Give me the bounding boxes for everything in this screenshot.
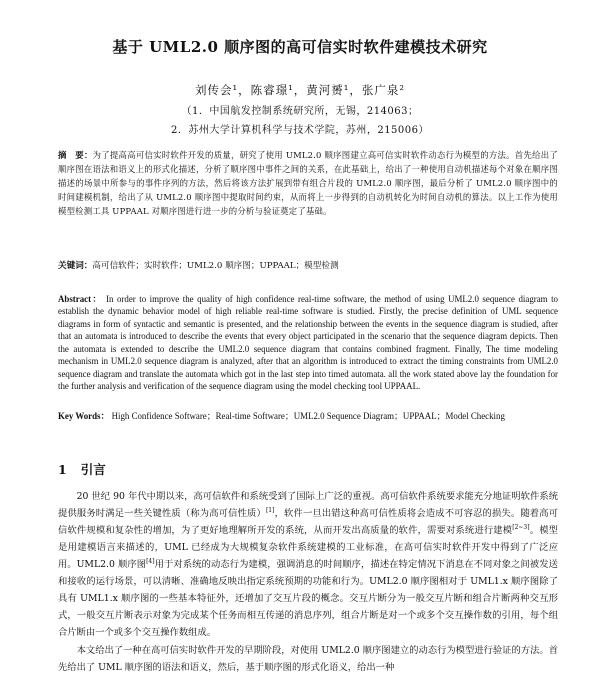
citation: [2~3] — [512, 523, 530, 531]
abstract-english — [58, 293, 558, 393]
paragraph-text: UML2.0 顺序图 — [76, 559, 147, 570]
abstract-cn-text: 为了提高高可信实时软件开发的质量，研究了使用 UML2.0 顺序图建立高可信实时软件动态行为模型的方法。首先给出了顺序图在语法和语义上的形式化描述，分析了顺序图中事件之间的关系，在此基础上，给出了一种使用自动机描述每个对象在顺序图描述的场景中所参与的事件序列的方法，然后将该方法扩展到带有组合片段的 UML2.0 顺序图，最后分析了 UML2.0 顺序图中的时间建模机制，给出了从 UML2.0 顺序图中提取时间约束，从而将上一步得到的自动机转化为时间自动机的算法。以上工作为使用模型检测工具 UPPAAL 对顺序图进行进一步的分析与验证奠定了基础。 — [58, 150, 558, 216]
author-list: 刘传会¹，陈睿璟¹，黄河赟¹，张广泉² — [195, 83, 405, 97]
body-paragraph-2 — [58, 556, 558, 641]
paragraph-text: 用于对系统的动态行为建模，强调消息的时间顺序，描述在特定情况下消息在不同对象之间被发送和接收的运行场景，可以清晰、准确地反映出指定系统预期的功能和行为。UML2.0 顺序图相对于 UML1.x 顺序图除了具有 UML1.x 顺序图的一些基本特征外，还增加了交互片段的概念。交互片断分为一般交互片断和组合片断两种交互形式，一般交互片断表示对象为完成某个任务而相互传递的消息序列，组合片断是对一个或多个交互操作数的引用，每个组合片断由一个或多个交互操作数组成。 — [58, 559, 558, 638]
affiliation-2: 2．苏州大学计算机科学与技术学院，苏州，215006） — [170, 125, 430, 136]
keywords-chinese — [58, 259, 558, 273]
abstract-cn-label: 摘 要： — [58, 150, 93, 160]
paragraph-text: ，软件一旦出错这种高可信性质将会造成不可容忍的损失。随着高可信软件规模和复杂性的增加，为了更好地理解所开发的系统，从而开发出高质量的软件，需要对系统进行建模 — [58, 508, 558, 536]
citation: [1] — [265, 506, 275, 514]
keywords-en-text: High Confidence Software；Real-time Software；UML2.0 Sequence Diagram；UPPAAL；Model Checking — [111, 411, 505, 421]
paragraph-text: 本文给出了一种在高可信实时软件开发的早期阶段，对使用 UML2.0 顺序图建立的动态行为模型进行验证的方法。首先给出了 UML 顺序图的语法和语义，然后，基于顺序图的形式化语义，给出一种 — [58, 645, 558, 673]
paper-title: 基于 UML2.0 顺序图的高可信实时软件建模技术研究 — [112, 38, 488, 56]
abstract-chinese — [58, 148, 558, 218]
abstract-en-text: In order to improve the quality of high confidence real-time software, the method of using UML2.0 sequence diagram to establish the dynamic behavior model of high reliable real-time software is studied. Firstly, the precise definition of UML sequence diagrams in form of syntactic and semantic is presented, and the relationship between the events in the sequence diagram is studied, after that an automata is introduced to describe the events that every object participated in the scenario that the sequence diagram depicts. Then the automata is extended to describe the UML2.0 sequence diagram that contains combined fragment. Finally, The time modeling mechanism in UML2.0 sequence diagram is analyzed, after that an algorithm is introduced to extract the timing constraints from UML2.0 sequence diagram and translate the automata which got in the last step into timed automata. all the work stated above lay the foundation for the further analysis and verification of the sequence diagram using the model checking tool UPPAAL. — [58, 294, 558, 392]
section-heading — [58, 460, 358, 478]
paragraph-text: 。模型是用建模语言来描述的，UML 已经成为大规模复杂软件系统建模的工业标准，在高可信实时软件开发中得到了广泛应用。 — [58, 525, 558, 570]
paragraph-text: 20 世纪 90 年代中期以来，高可信软件和系统受到了国际上广泛的重视。高可信软件系统要求能充分地证明软件系统提供服务时满足一些关键性质（称为高可信性质） — [58, 491, 558, 519]
keywords-en-label: Key Words： — [58, 411, 110, 421]
keywords-cn-label: 关键词： — [58, 261, 93, 271]
keywords-cn-text: 高可信软件；实时软件；UML2.0 顺序图；UPPAAL；模型检测 — [92, 261, 339, 271]
section-title: 引言 — [80, 462, 106, 477]
section-number: 1 — [58, 462, 67, 477]
keywords-english — [58, 410, 558, 423]
abstract-en-label: Abstract： — [58, 294, 103, 304]
body-paragraph-3 — [58, 642, 558, 676]
citation: [4] — [146, 557, 155, 565]
affiliation-1: （1．中国航发控制系统研究所，无锡，214063； — [181, 106, 419, 117]
